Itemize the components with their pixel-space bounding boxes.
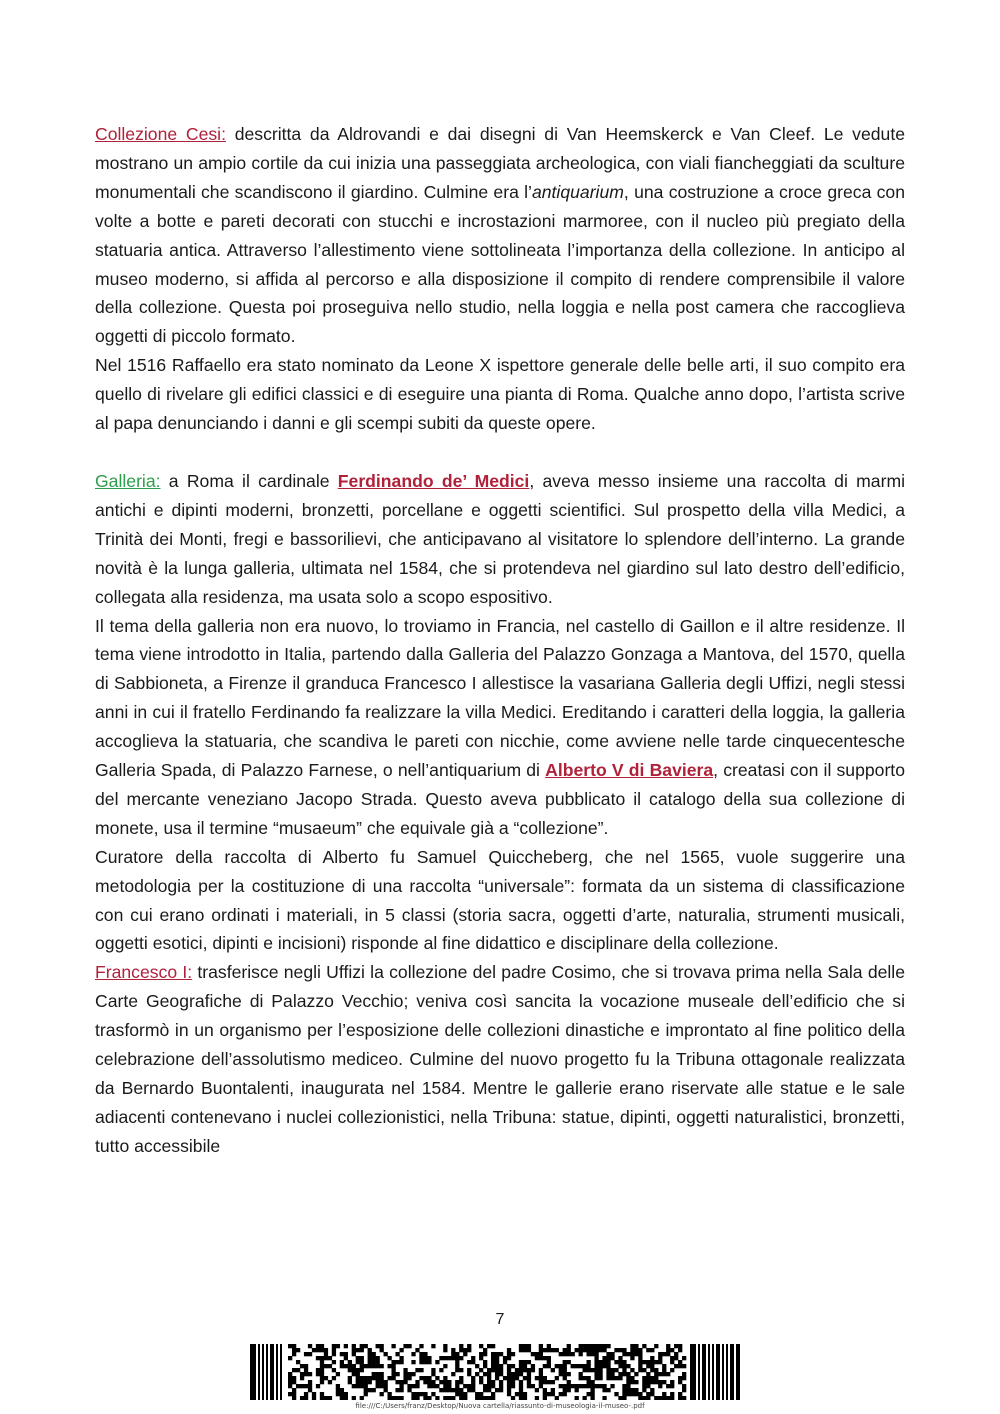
paragraph-galleria [95, 467, 905, 612]
cesi-text-1: descritta da Aldrovandi e dai disegni di Van Heemskerck e Van Cleef. Le vedute mostrano un ampio cortile da cui inizia una passeggiata archeologica, con viali fiancheggiati da sculture monumentali che scandiscono il giardino. Culmine era l’ [95, 124, 905, 202]
tema-text-1: Il tema della galleria non era nuovo, lo troviamo in Francia, nel castello di Gaillon e il altre residenze. Il tema viene introdotto in Italia, partendo dalla Galleria del Palazzo Gonzaga a Mantova, del 1570, quella di Sabbioneta, a Firenze il granduca Francesco I allestisce la vasariana Galleria degli Uffizi, negli stessi anni in cui il fratello Ferdinando fa realizzare la villa Medici. Ereditando i caratteri della loggia, la galleria accoglieva la statuaria, che scandiva le pareti con nicchie, come avviene nelle tarde cinquecentesche Galleria Spada, di Palazzo Farnese, o nell’antiquarium di [95, 615, 905, 781]
francesco-text: trasferisce negli Uffizi la collezione del padre Cosimo, che si trovava prima nella Sala delle Carte Geografiche di Palazzo Vecchio; veniva così sancita la vocazione museale dell’edificio che si trasformò in un organismo per l’esposizione delle collezioni dinastiche e improntato al fine politico della celebrazione dell’assolutismo mediceo. Culmine del nuovo progetto fu la Tribuna ottagonale realizzata da Bernardo Buontalenti, inaugurata nel 1584. Mentre le gallerie erano riservate alle statue e le sale adiacenti contenevano i nuclei collezionistici, nella Tribuna: statue, dipinti, oggetti naturalistici, bronzetti, tutto accessibile [95, 962, 905, 1156]
file-path: file:///C:/Users/franz/Desktop/Nuova cartella/riassunto-di-museologia-il-museo-.pdf [355, 1402, 645, 1410]
antiquarium-term: antiquarium [531, 181, 624, 202]
paragraph-collezione-cesi [95, 120, 905, 351]
paragraph-raffaello: Nel 1516 Raffaello era stato nominato da Leone X ispettore generale delle belle arti, il suo compito era quello di rivelare gli edifici classici e di eseguire una pianta di Roma. Qualche anno dopo, l’artista scrive al papa denunciando i danni e gli scempi subiti da queste opere. [95, 355, 905, 434]
galleria-text-1: a Roma il cardinale [160, 470, 338, 491]
cesi-text-2: , una costruzione a croce greca con volte a botte e pareti decorati con stucchi e incrostazioni marmoree, con il nucleo più pregiato della statuaria antica. Attraverso l’allestimento viene sottolineata l’importanza della collezione. In anticipo al museo moderno, si affida al percorso e alla disposizione il compito di rendere comprensibile il valore della collezione. Questa poi proseguiva nello studio, nella loggia e nella post camera che raccoglieva oggetti di piccolo formato. [95, 181, 905, 347]
page-number: 7 [495, 1311, 505, 1328]
paragraph-francesco [95, 958, 905, 1160]
barcode-image [250, 1344, 740, 1400]
heading-galleria: Galleria: [95, 470, 161, 491]
paragraph-gap [95, 438, 905, 467]
document-body [95, 120, 905, 1161]
heading-francesco-i: Francesco I: [95, 962, 193, 983]
galleria-text-2: , aveva messo insieme una raccolta di marmi antichi e dipinti moderni, bronzetti, porcellane e oggetti scientifici. Sul prospetto della villa Medici, a Trinità dei Monti, fregi e bassorilievi, che anticipavano al visitatore lo splendore dell’interno. La grande novità è la lunga galleria, ultimata nel 1584, che si protendeva nel giardino sul lato destro dell’edificio, collegata alla residenza, ma usata solo a scopo espositivo. [95, 470, 906, 607]
name-ferdinando-de-medici: Ferdinando de’ Medici [337, 470, 530, 491]
paragraph-tema-galleria [95, 612, 905, 843]
tema-text-2: , creatasi con il supporto del mercante veneziano Jacopo Strada. Questo aveva pubblicato il catalogo della sua collezione di monete, usa il termine “musaeum” che equivale già a “collezione”. [95, 760, 905, 838]
name-alberto-v-di-baviera: Alberto V di Baviera [545, 760, 714, 781]
heading-collezione-cesi: Collezione Cesi: [95, 124, 226, 144]
paragraph-curatore: Curatore della raccolta di Alberto fu Samuel Quiccheberg, che nel 1565, vuole suggerire una metodologia per la costituzione di una raccolta “universale”: formata da un sistema di classificazione con cui erano ordinati i materiali, in 5 classi (storia sacra, oggetti d’arte, naturalia, strumenti musicali, oggetti esotici, dipinti e incisioni) risponde al fine didattico e disciplinare della collezione. [95, 846, 905, 954]
